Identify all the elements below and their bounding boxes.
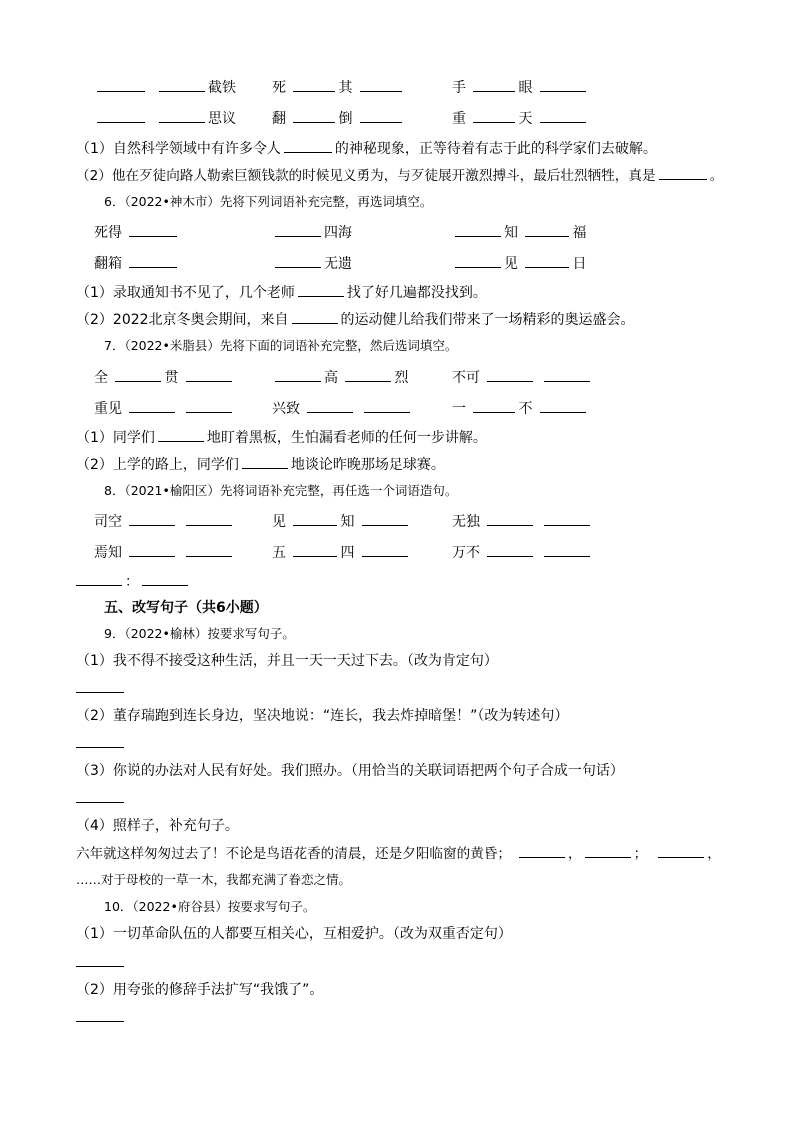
sentence-text: ……对于母校的一草一木，我都充满了眷恋之情。 [76,872,352,887]
sentence [0,923,794,945]
answer-line[interactable] [76,1020,124,1022]
answer-blank[interactable] [307,397,353,413]
answer-blank[interactable] [298,281,344,297]
sentence [0,815,794,837]
sentence-text: （1）同学们 [76,430,155,446]
fill-group [452,366,593,389]
answer-blank[interactable] [455,221,501,237]
fill-group [156,76,236,99]
answer-blank[interactable] [142,570,188,586]
answer-blank[interactable] [129,541,175,557]
word-row [0,541,794,563]
sentence [0,650,794,672]
fill-group [452,221,586,244]
word-part: 思议 [208,111,236,127]
word-row [0,397,794,419]
answer-line[interactable] [76,691,124,693]
word-part: 贯 [164,370,179,386]
word-part: 无独 [452,514,480,530]
answer-blank[interactable] [659,164,707,180]
word-part: 重 [452,111,466,127]
answer-blank[interactable] [186,541,232,557]
section-5-title: 五、改写句子（共6小题） [104,600,268,616]
word-row [0,252,794,274]
word-part: 见 [272,514,286,530]
answer-blank[interactable] [544,541,590,557]
answer-blank[interactable] [544,510,590,526]
question-title [0,335,794,357]
sentence-text: （2）上学的路上，同学们 [76,457,239,473]
sentence-text: （2）用夸张的修辞手法扩写“我饿了”。 [76,982,324,998]
answer-blank[interactable] [97,107,145,123]
answer-blank[interactable] [186,366,232,382]
sentence-text: 地盯着黑板，生怕漏看老师的任何一步讲解。 [206,430,487,446]
answer-blank[interactable] [544,366,590,382]
sentence [0,308,794,330]
answer-blank[interactable] [487,366,533,382]
fill-group [452,76,589,99]
fill-group [272,541,411,564]
word-part: 日 [572,256,587,272]
fill-group [272,107,405,130]
question-title [0,896,794,918]
word-part: 手 [452,80,466,96]
sentence-text: （4）照样子，补充句子。 [76,818,239,834]
answer-blank[interactable] [284,137,332,153]
answer-blank[interactable] [158,426,204,442]
sentence-text: 的运动健儿给我们带来了一场精彩的奥运盛会。 [340,312,635,328]
answer-blank[interactable] [97,76,145,92]
answer-blank[interactable] [540,107,586,123]
answer-blank[interactable] [293,510,337,526]
answer-blank[interactable] [362,510,408,526]
word-part: 截铁 [208,80,236,96]
answer-blank[interactable] [129,252,177,268]
word-part: 四 [340,545,355,561]
sentence-text: （2）2022北京冬奥会期间，来自 [76,312,289,328]
sentence [0,760,794,782]
word-part: 高 [324,370,338,386]
word-part: 翻 [272,111,286,127]
fill-group [94,76,148,99]
fill-group [452,541,593,564]
answer-blank[interactable] [525,252,569,268]
answer-blank[interactable] [129,510,175,526]
sentence-text: 。 [709,168,724,184]
question-title [0,191,794,213]
answer-blank[interactable] [275,252,321,268]
section-heading [0,597,794,619]
word-part: 翻箱 [94,256,122,272]
fill-group [94,221,180,244]
word-row [0,366,794,388]
word-part: 司空 [94,514,122,530]
word-part: 万不 [452,545,480,561]
fill-group [94,510,235,533]
answer-blank[interactable] [360,76,402,92]
fill-group [94,366,235,389]
fill-group [452,252,586,275]
word-part: 知 [504,225,518,241]
answer-line[interactable] [76,746,124,748]
sentence-text: 找了好几遍都没找到。 [346,285,487,301]
answer-line[interactable] [76,965,124,967]
question-7-title: 7．（2022•米脂县）先将下面的词语补充完整，然后选词填空。 [104,338,458,353]
punct: ， [568,846,582,862]
fill-group [452,510,593,533]
word-row [0,221,794,243]
fill-group [272,221,352,244]
sentence-text: （1）自然科学领域中有许多令人 [76,141,281,157]
answer-blank[interactable] [473,107,515,123]
answer-blank[interactable] [455,252,501,268]
answer-blank[interactable] [360,107,402,123]
sentence-answer [0,570,794,592]
question-title [0,623,794,645]
sentence [0,979,794,1001]
sentence-text: 地谈论昨晚那场足球赛。 [290,457,445,473]
fill-group [272,397,413,420]
answer-blank[interactable] [362,541,408,557]
answer-blank[interactable] [658,842,704,858]
sentence [0,281,794,303]
answer-blank[interactable] [540,397,586,413]
word-part: 全 [94,370,108,386]
answer-blank[interactable] [519,842,565,858]
word-part: 不可 [452,370,480,386]
answer-blank[interactable] [345,366,391,382]
sentence-text: （1）我不得不接受这种生活，并且一天一天过下去。（改为肯定句） [76,653,498,669]
word-part: 一 [452,401,466,417]
fill-group [156,107,236,130]
sentence-text: （1）录取通知书不见了，几个老师 [76,285,295,301]
answer-blank[interactable] [115,366,161,382]
answer-blank[interactable] [525,221,569,237]
answer-blank[interactable] [275,366,321,382]
word-part: 倒 [338,111,353,127]
word-part: 重见 [94,401,122,417]
word-part: 死得 [94,225,122,241]
word-part: 烈 [394,370,409,386]
answer-blank[interactable] [487,510,533,526]
punct: ， [707,846,721,862]
sentence [0,164,794,186]
word-row [0,107,794,129]
answer-blank[interactable] [473,76,515,92]
sentence-text: （2）他在歹徒向路人勒索巨额钱款的时候见义勇为，与歹徒展开激烈搏斗，最后壮烈牺牲，真是 [76,168,656,184]
answer-blank[interactable] [585,842,631,858]
fill-group [94,107,148,130]
fill-group [272,366,408,389]
sentence-text: （2）董存瑞跑到连长身边，坚决地说：“连长，我去炸掉暗堡！”（改为转述句） [76,708,569,724]
fill-group [452,397,589,420]
sentence-text: （1）一切革命队伍的人都要互相关心，互相爱护。（改为双重否定句） [76,926,512,942]
word-part: 兴致 [272,401,300,417]
answer-line[interactable] [76,801,124,803]
answer-blank[interactable] [487,541,533,557]
answer-blank[interactable] [129,221,177,237]
sentence-text: 六年就这样匆匆过去了！不论是鸟语花香的清晨，还是夕阳临窗的黄昏； [76,846,511,862]
word-part: 福 [572,225,587,241]
word-part: 焉知 [94,545,122,561]
answer-blank[interactable] [292,308,338,324]
fill-group [272,76,405,99]
question-9-title: 9．（2022•榆林）按要求写句子。 [104,626,295,641]
fill-group [94,397,235,420]
answer-blank[interactable] [159,107,205,123]
answer-blank[interactable] [293,107,335,123]
question-8-title: 8．（2021•榆阳区）先将词语补充完整，再任选一个词语造句。 [104,483,458,498]
word-part: 天 [518,111,533,127]
punct: ； [633,846,648,862]
word-part: 五 [272,545,286,561]
answer-blank[interactable] [129,397,175,413]
word-part: 不 [518,401,533,417]
word-part: 见 [504,256,518,272]
fill-group [94,541,235,564]
fill-group [272,252,352,275]
answer-blank[interactable] [186,397,232,413]
answer-blank[interactable] [275,221,321,237]
sentence-text: （3）你说的办法对人民有好处。我们照办。（用恰当的关联词语把两个句子合成一句话） [76,763,624,779]
question-10-title: 10．（2022•府谷县）按要求写句子。 [104,899,316,914]
question-6-title: 6．（2022•神木市）先将下列词语补充完整，再选词填空。 [104,194,433,209]
word-part: 眼 [518,80,533,96]
answer-blank[interactable] [364,397,410,413]
sentence [0,137,794,159]
sentence [0,705,794,727]
question-title [0,480,794,502]
answer-blank[interactable] [473,397,515,413]
answer-blank[interactable] [293,76,335,92]
word-part: 其 [338,80,353,96]
word-row [0,510,794,532]
answer-blank[interactable] [293,541,337,557]
word-row [0,76,794,98]
fill-group [452,107,589,130]
word-part: 无遗 [324,256,352,272]
sentence [0,453,794,475]
example-sentence [0,842,794,864]
word-part: 知 [340,514,355,530]
colon: ： [125,574,139,590]
sentence [0,869,794,891]
sentence [0,426,794,448]
sentence-text: 的神秘现象，正等待着有志于此的科学家们去破解。 [334,141,657,157]
answer-blank[interactable] [540,76,586,92]
word-part: 四海 [324,225,352,241]
word-part: 死 [272,80,286,96]
answer-blank[interactable] [186,510,232,526]
answer-blank[interactable] [76,570,122,586]
fill-group [272,510,411,533]
answer-blank[interactable] [242,453,288,469]
answer-blank[interactable] [159,76,205,92]
fill-group [94,252,180,275]
